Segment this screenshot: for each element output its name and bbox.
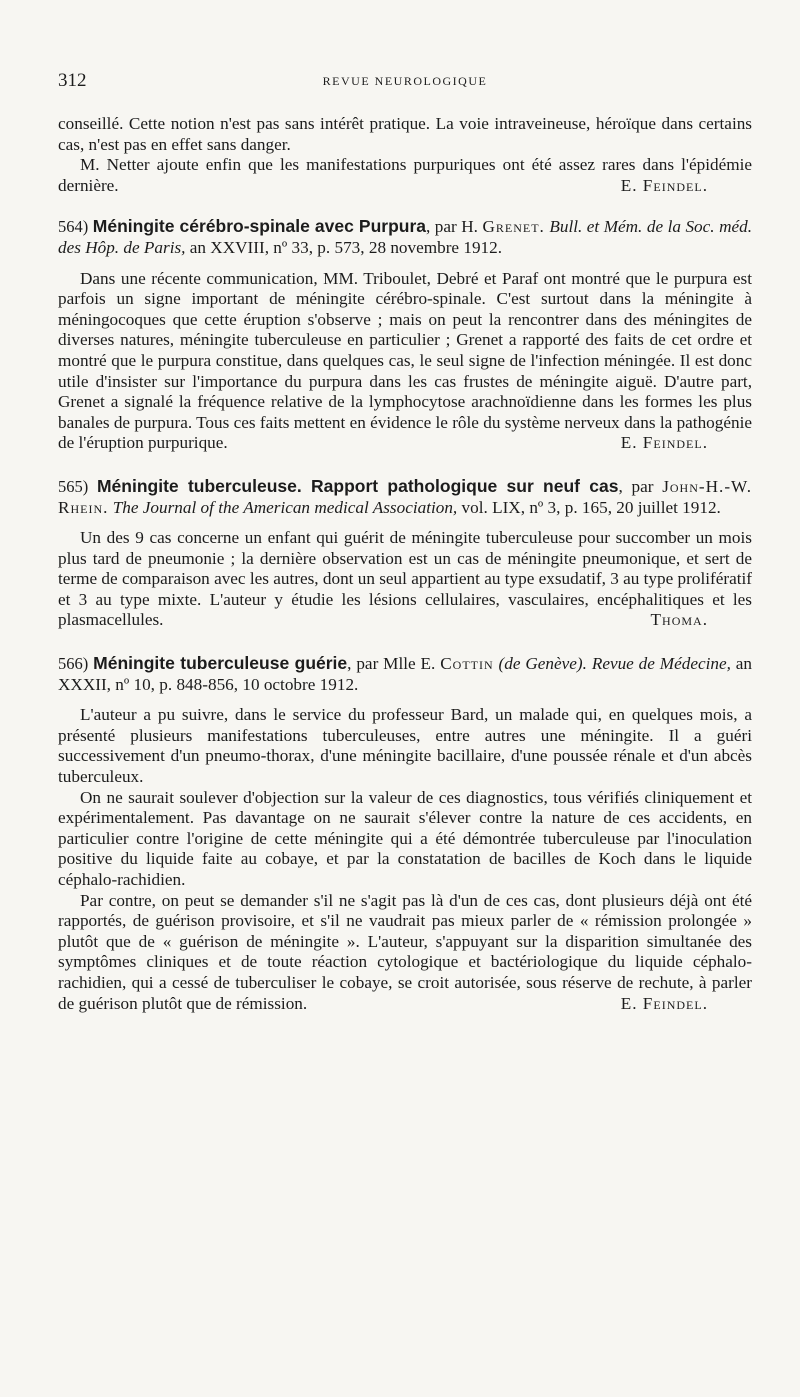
- entry-heading: [58, 216, 752, 258]
- paragraph: [58, 528, 752, 631]
- entry-details: an XXXII, nº 10, p. 848-856, 10 octobre 1912.: [58, 654, 753, 694]
- entry-details: an XXVIII, nº 33, p. 573, 28 novembre 1912.: [185, 237, 503, 257]
- abstract-entry-565: [58, 476, 752, 631]
- running-title: REVUE NEUROLOGIQUE: [322, 74, 488, 88]
- page-number: 312: [58, 70, 87, 91]
- page-header: [58, 62, 752, 92]
- entry-journal: The Journal of the American medical Association,: [108, 497, 458, 517]
- paragraph: conseillé. Cette notion n'est pas sans intérêt pratique. La voie intraveineuse, héroïque dans certains cas, n'est pas en effet sans danger.: [58, 114, 752, 154]
- entry-title: Méningite tuberculeuse. Rapport pathologique sur neuf cas: [96, 475, 619, 496]
- continuation-block: [58, 114, 752, 196]
- entry-by: , par Mlle E.: [347, 654, 441, 674]
- paragraph: L'auteur a pu suivre, dans le service du professeur Bard, un malade qui, en quelques mois, a présenté plusieurs manifestations tuberculeuses, entre autres une méningite. Il a guéri successivement d'un pneumo-thorax, d'une méningite bacillaire, d'une poussée rénale et d'un abcès tuberculeux.: [58, 705, 752, 787]
- signature: E. Feindel.: [620, 175, 708, 195]
- paragraph: [58, 269, 752, 454]
- entry-journal: Bull. et Mém. de la Soc. méd. des Hôp. de Paris,: [58, 217, 753, 257]
- paragraph-text: Dans une récente communication, MM. Triboulet, Debré et Paraf ont montré que le purpura est parfois un signe important de méningite cérébro-spinale. C'est surtout dans la méningite à méningocoques que cette éruption s'observe ; mais on peut la rencontrer dans des méningites de diverses natures, méningite tuberculeuse en particulier ; Grenet a rapporté des faits de cet ordre et montré que le purpura constitue, dans quelques cas, le seul signe de l'infection méningée. Il est donc utile d'insister sur l'importance du purpura dans les cas frustes de méningite aiguë. D'autre part, Grenet a signalé la fréquence relative de la lymphocytose arachnoïdienne dans les formes les plus banales de purpura. Tous ces faits mettent en évidence le rôle du système nerveux dans la pathogénie de l'éruption purpurique.: [58, 268, 752, 453]
- entry-by: , par H.: [426, 217, 483, 237]
- entry-title: Méningite cérébro-spinale avec Purpura: [92, 216, 426, 237]
- paragraph-text: M. Netter ajoute enfin que les manifestations purpuriques ont été assez rares dans l'épidémie dernière.: [58, 155, 752, 195]
- entry-author: Grenet.: [482, 217, 545, 237]
- paragraph-text: Un des 9 cas concerne un enfant qui guérit de méningite tuberculeuse pour succomber un mois plus tard de pneumonie ; la dernière observation est un cas de méningite pneumonique, et sert de terme de comparaison avec les autres, dont un seul appartient au type exsudatif, 3 au type prolifératif et 3 au type mixte. L'auteur y étudie les lésions cellulaires, vasculaires, encéphalitiques et les plasmacellules.: [58, 528, 752, 630]
- abstract-entry-564: [58, 216, 752, 454]
- paragraph-text: Par contre, on peut se demander s'il ne s'agit pas là d'un de ces cas, dont plusieurs déjà ont été rapportés, de guérison provisoire, et s'il ne vaudrait pas mieux parler de « rémission prolongée » plutôt que de « guérison de méningite ». L'auteur, s'appuyant sur la disparition simultanée des symptômes cliniques et de toute réaction cytologique et bactériologique du liquide céphalo-rachidien, qui a cessé de tuberculiser le cobaye, se croit autorisée, sous réserve de rechute, à parler de guérison plutôt que de rémission.: [58, 890, 752, 1013]
- entry-author: John-H.-W. Rhein.: [58, 476, 752, 517]
- entry-by: , par: [618, 476, 663, 496]
- entry-author: Cottin: [440, 654, 494, 674]
- entry-number: 566): [58, 654, 89, 674]
- signature: Thoma.: [650, 610, 708, 630]
- paragraph: On ne saurait soulever d'objection sur la valeur de ces diagnostics, tous vérifiés cliniquement et expérimentalement. Pas davantage on ne saurait s'élever contre la nature de ces accidents, en particulier contre l'origine de cette méningite qui a été démontrée tuberculeuse par l'inoculation positive du liquide faite au cobaye, et par la constatation de bacilles de Koch dans le liquide céphalo-rachidien.: [58, 787, 752, 889]
- entry-heading: [58, 653, 752, 695]
- paragraph: [58, 891, 752, 1015]
- entry-title: Méningite tuberculeuse guérie: [93, 653, 348, 674]
- signature: E. Feindel.: [620, 433, 708, 453]
- entry-number: 564): [58, 217, 89, 237]
- page: [58, 62, 752, 1014]
- abstract-entry-566: [58, 653, 752, 1014]
- entry-number: 565): [58, 476, 89, 496]
- entry-details: vol. LIX, nº 3, p. 165, 20 juillet 1912.: [457, 497, 721, 517]
- paragraph: [58, 155, 752, 196]
- entry-heading: [58, 476, 752, 518]
- entry-journal: (de Genève). Revue de Médecine,: [493, 654, 731, 674]
- signature: E. Feindel.: [620, 993, 708, 1013]
